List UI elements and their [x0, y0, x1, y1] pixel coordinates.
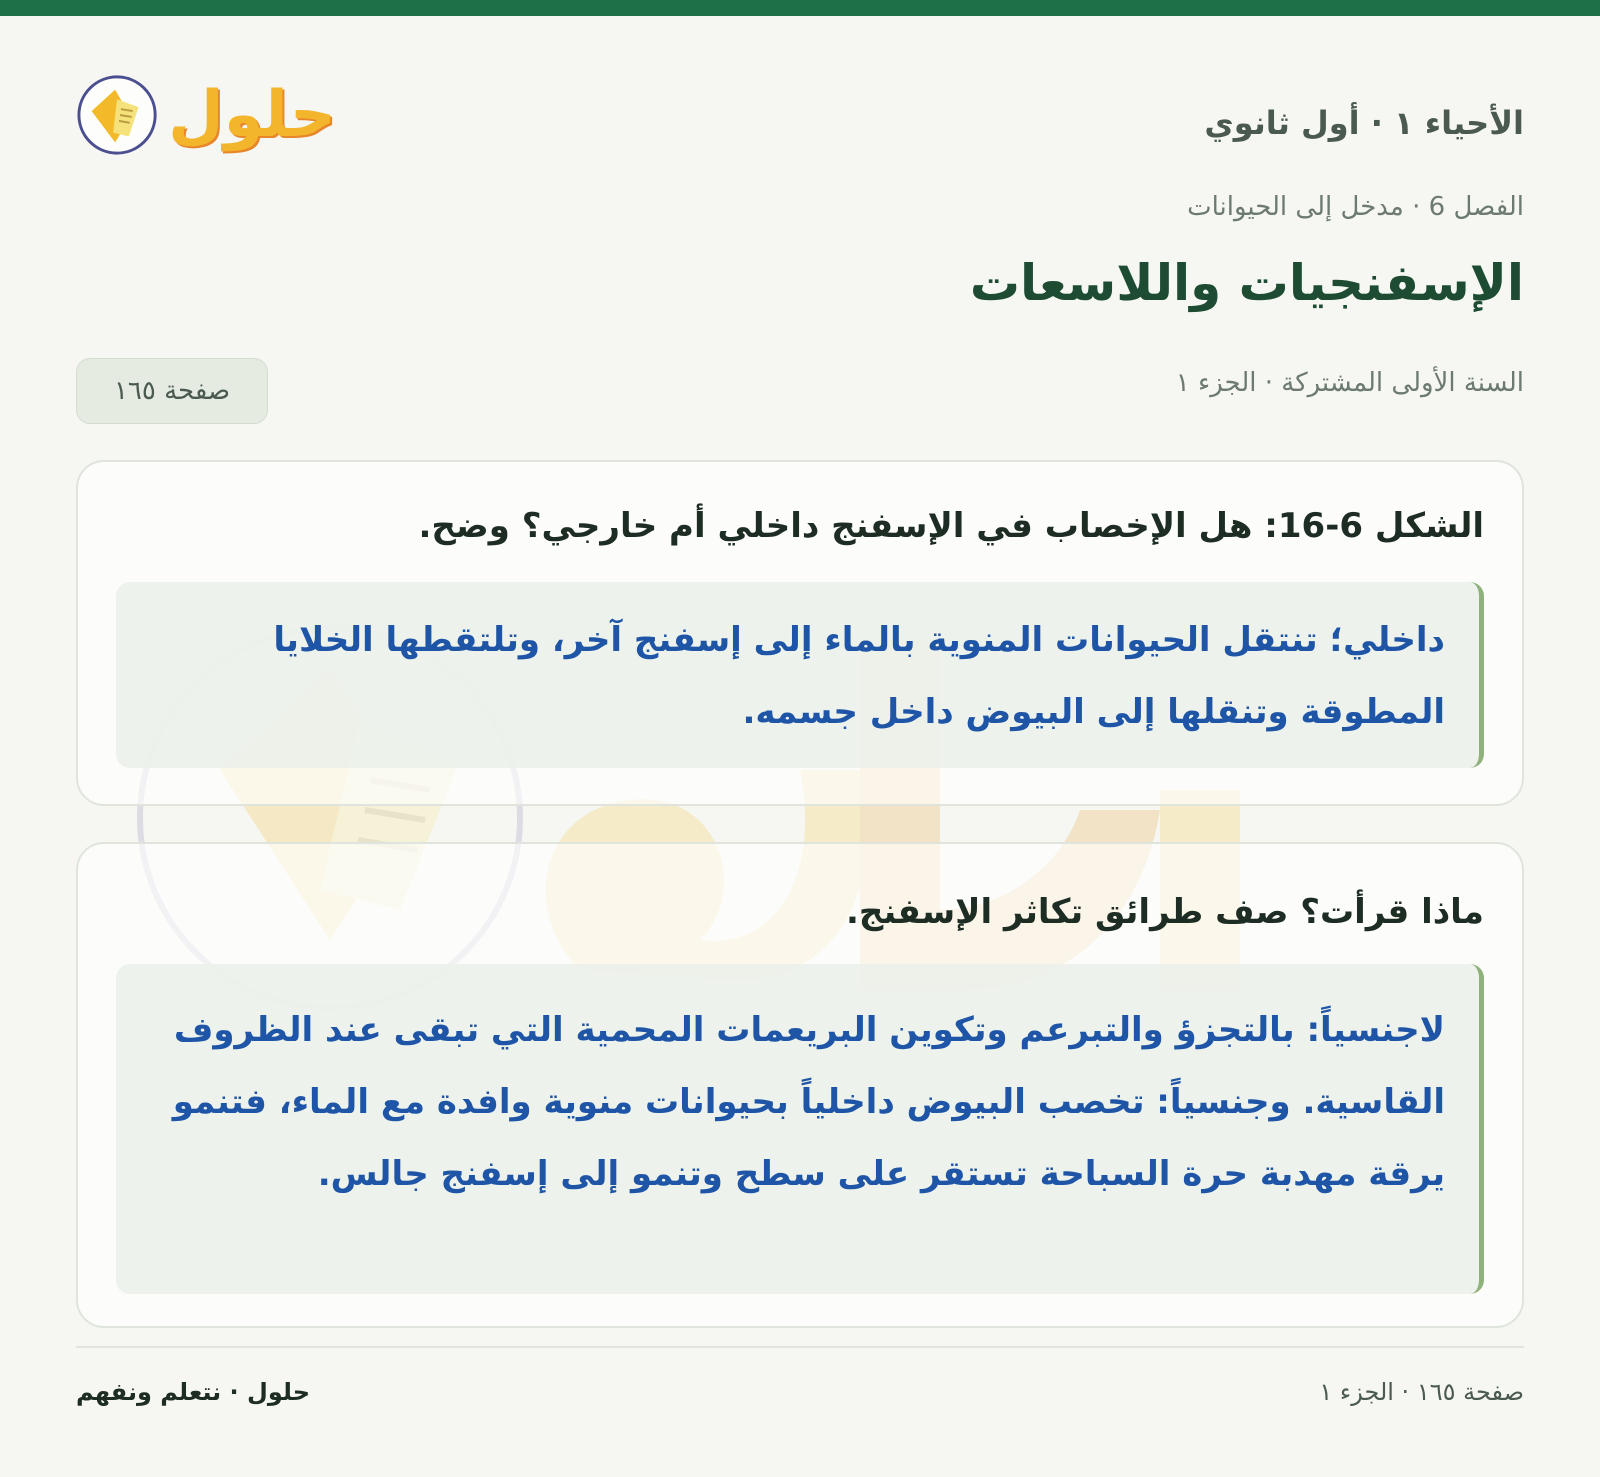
hulul-logo[interactable] [76, 70, 336, 160]
page-number-badge: صفحة ١٦٥ [76, 358, 268, 424]
lesson-title: الإسفنجيات واللاسعات [969, 254, 1524, 312]
page-header [76, 50, 1524, 170]
footer-brand: حلول · نتعلم ونفهم [76, 1378, 310, 1406]
question-card [76, 842, 1524, 1328]
page-container [76, 16, 1524, 1477]
lesson-meta: السنة الأولى المشتركة · الجزء ١ [1175, 368, 1524, 398]
question-text: ماذا قرأت؟ صف طرائق تكاثر الإسفنج. [845, 892, 1484, 932]
top-accent-bar [0, 0, 1600, 16]
chapter-breadcrumb: الفصل 6 · مدخل إلى الحيوانات [1187, 192, 1524, 222]
footer-divider [76, 1346, 1524, 1348]
answer-box: داخلي؛ تنتقل الحيوانات المنوية بالماء إلى إسفنج آخر، وتلتقطها الخلايا المطوقة وتنقلها إلى البيوض داخل جسمه. [116, 582, 1484, 768]
logo-text: حلول [168, 78, 336, 152]
question-card [76, 460, 1524, 806]
answer-box: لاجنسياً: بالتجزؤ والتبرعم وتكوين البريعمات المحمية التي تبقى عند الظروف القاسية. وجنسياً: تخصب البيوض داخلياً بحيوانات منوية وافدة مع الماء، فتنمو يرقة مهدبة حرة السباحة تستقر على سطح وتنمو إلى إسفنج جالس. [116, 964, 1484, 1294]
question-text: الشكل 6-16: هل الإخصاب في الإسفنج داخلي أم خارجي؟ وضح. [418, 506, 1484, 546]
subject-title: الأحياء ١ · أول ثانوي [1204, 104, 1524, 142]
footer-page-info: صفحة ١٦٥ · الجزء ١ [1319, 1378, 1524, 1406]
book-icon [76, 73, 158, 157]
